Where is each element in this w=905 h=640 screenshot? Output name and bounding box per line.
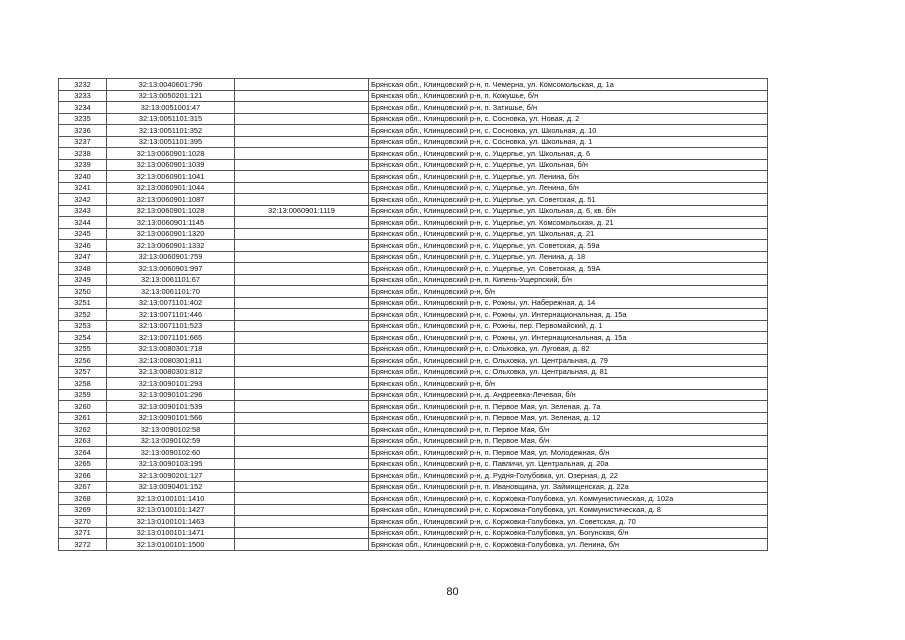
address-cell: Брянская обл., Клинцовский р-н, с. Коржовка-Голубовка, ул. Коммунистическая, д. 102а	[369, 493, 768, 505]
table-row	[59, 159, 768, 171]
address-cell: Брянская обл., Клинцовский р-н, п. Ивановщина, ул. Займищенская, д. 22а	[369, 481, 768, 493]
secondary-cadastral-number-cell	[235, 297, 369, 309]
table-row	[59, 194, 768, 206]
secondary-cadastral-number-cell: 32:13:0060901:1119	[235, 205, 369, 217]
row-number-cell: 3240	[59, 171, 107, 183]
address-cell: Брянская обл., Клинцовский р-н, п. Первое Мая, б/н	[369, 424, 768, 436]
table-row	[59, 343, 768, 355]
address-cell: Брянская обл., Клинцовский р-н, с. Рожны, пер. Первомайский, д. 1	[369, 320, 768, 332]
table-row	[59, 424, 768, 436]
table-row	[59, 297, 768, 309]
row-number-cell: 3260	[59, 401, 107, 413]
address-cell: Брянская обл., Клинцовский р-н, с. Ольховка, ул. Центральная, д. 81	[369, 366, 768, 378]
secondary-cadastral-number-cell	[235, 171, 369, 183]
cadastral-number-cell: 32:13:0060901:1028	[107, 205, 235, 217]
secondary-cadastral-number-cell	[235, 412, 369, 424]
secondary-cadastral-number-cell	[235, 527, 369, 539]
table-row	[59, 263, 768, 275]
address-cell: Брянская обл., Клинцовский р-н, с. Ущерпье, ул. Ленина, б/н	[369, 182, 768, 194]
address-cell: Брянская обл., Клинцовский р-н, с. Ущерпье, ул. Школьная, д. 6	[369, 148, 768, 160]
row-number-cell: 3269	[59, 504, 107, 516]
table-row	[59, 309, 768, 321]
address-cell: Брянская обл., Клинцовский р-н, с. Ущерпье, ул. Комсомольская, д. 21	[369, 217, 768, 229]
row-number-cell: 3235	[59, 113, 107, 125]
row-number-cell: 3238	[59, 148, 107, 160]
secondary-cadastral-number-cell	[235, 493, 369, 505]
row-number-cell: 3232	[59, 79, 107, 91]
cadastral-number-cell: 32:13:0090401:152	[107, 481, 235, 493]
cadastral-number-cell: 32:13:0051001:47	[107, 102, 235, 114]
table-row	[59, 217, 768, 229]
cadastral-number-cell: 32:13:0090101:293	[107, 378, 235, 390]
secondary-cadastral-number-cell	[235, 217, 369, 229]
table-row	[59, 102, 768, 114]
table-row	[59, 355, 768, 367]
table-row	[59, 435, 768, 447]
cadastral-number-cell: 32:13:0100101:1463	[107, 516, 235, 528]
cadastral-number-cell: 32:13:0051101:352	[107, 125, 235, 137]
secondary-cadastral-number-cell	[235, 355, 369, 367]
cadastral-number-cell: 32:13:0040601:796	[107, 79, 235, 91]
table-row	[59, 412, 768, 424]
row-number-cell: 3245	[59, 228, 107, 240]
page-number: 80	[446, 586, 459, 598]
cadastral-number-cell: 32:13:0071101:665	[107, 332, 235, 344]
secondary-cadastral-number-cell	[235, 309, 369, 321]
table-row	[59, 401, 768, 413]
address-cell: Брянская обл., Клинцовский р-н, п. Затишье, б/н	[369, 102, 768, 114]
address-cell: Брянская обл., Клинцовский р-н, с. Ольховка, ул. Центральная, д. 79	[369, 355, 768, 367]
cadastral-number-cell: 32:13:0100101:1427	[107, 504, 235, 516]
cadastral-number-cell: 32:13:0100101:1410	[107, 493, 235, 505]
row-number-cell: 3257	[59, 366, 107, 378]
cadastral-number-cell: 32:13:0060901:997	[107, 263, 235, 275]
row-number-cell: 3237	[59, 136, 107, 148]
secondary-cadastral-number-cell	[235, 159, 369, 171]
secondary-cadastral-number-cell	[235, 79, 369, 91]
address-cell: Брянская обл., Клинцовский р-н, с. Сосновка, ул. Новая, д. 2	[369, 113, 768, 125]
cadastral-number-cell: 32:13:0090101:539	[107, 401, 235, 413]
address-cell: Брянская обл., Клинцовский р-н, п. Первое Мая, ул. Зеленая, д. 7а	[369, 401, 768, 413]
address-cell: Брянская обл., Клинцовский р-н, д. Андреевка-Лечевая, б/н	[369, 389, 768, 401]
row-number-cell: 3258	[59, 378, 107, 390]
cadastral-number-cell: 32:13:0080301:718	[107, 343, 235, 355]
row-number-cell: 3270	[59, 516, 107, 528]
row-number-cell: 3262	[59, 424, 107, 436]
address-cell: Брянская обл., Клинцовский р-н, с. Ущерпье, ул. Школьная, б/н	[369, 159, 768, 171]
row-number-cell: 3252	[59, 309, 107, 321]
table-row	[59, 182, 768, 194]
address-cell: Брянская обл., Клинцовский р-н, с. Рожны, ул. Интернациональная, д. 15а	[369, 332, 768, 344]
address-cell: Брянская обл., Клинцовский р-н, п. Первое Мая, ул. Молодежная, б/н	[369, 447, 768, 459]
row-number-cell: 3259	[59, 389, 107, 401]
table-row	[59, 493, 768, 505]
secondary-cadastral-number-cell	[235, 516, 369, 528]
secondary-cadastral-number-cell	[235, 251, 369, 263]
property-register-table	[58, 78, 768, 551]
table-row	[59, 79, 768, 91]
row-number-cell: 3266	[59, 470, 107, 482]
address-cell: Брянская обл., Клинцовский р-н, с. Ущерпье, ул. Советская, д. 59а	[369, 240, 768, 252]
address-cell: Брянская обл., Клинцовский р-н, с. Рожны, ул. Интернациональная, д. 15а	[369, 309, 768, 321]
cadastral-number-cell: 32:13:0071101:446	[107, 309, 235, 321]
address-cell: Брянская обл., Клинцовский р-н, с. Ущерпье, ул. Школьная, д. 6, кв. б/н	[369, 205, 768, 217]
cadastral-number-cell: 32:13:0060901:1028	[107, 148, 235, 160]
table-row	[59, 205, 768, 217]
secondary-cadastral-number-cell	[235, 424, 369, 436]
table-row	[59, 389, 768, 401]
row-number-cell: 3267	[59, 481, 107, 493]
secondary-cadastral-number-cell	[235, 435, 369, 447]
cadastral-number-cell: 32:13:0051101:395	[107, 136, 235, 148]
secondary-cadastral-number-cell	[235, 240, 369, 252]
address-cell: Брянская обл., Клинцовский р-н, с. Ущерпье, ул. Ленина, б/н	[369, 171, 768, 183]
secondary-cadastral-number-cell	[235, 136, 369, 148]
secondary-cadastral-number-cell	[235, 286, 369, 298]
secondary-cadastral-number-cell	[235, 378, 369, 390]
row-number-cell: 3256	[59, 355, 107, 367]
cadastral-number-cell: 32:13:0071101:523	[107, 320, 235, 332]
table-row	[59, 332, 768, 344]
cadastral-number-cell: 32:13:0100101:1471	[107, 527, 235, 539]
row-number-cell: 3242	[59, 194, 107, 206]
secondary-cadastral-number-cell	[235, 113, 369, 125]
secondary-cadastral-number-cell	[235, 470, 369, 482]
address-cell: Брянская обл., Клинцовский р-н, п. Первое Мая, ул. Зеленая, д. 12	[369, 412, 768, 424]
row-number-cell: 3251	[59, 297, 107, 309]
cadastral-number-cell: 32:13:0100101:1500	[107, 539, 235, 551]
cadastral-number-cell: 32:13:0090103:195	[107, 458, 235, 470]
address-cell: Брянская обл., Клинцовский р-н, б/н	[369, 378, 768, 390]
row-number-cell: 3250	[59, 286, 107, 298]
cadastral-number-cell: 32:13:0060901:1145	[107, 217, 235, 229]
row-number-cell: 3272	[59, 539, 107, 551]
secondary-cadastral-number-cell	[235, 458, 369, 470]
address-cell: Брянская обл., Клинцовский р-н, п. Первое Мая, б/н	[369, 435, 768, 447]
row-number-cell: 3271	[59, 527, 107, 539]
table-row	[59, 228, 768, 240]
row-number-cell: 3241	[59, 182, 107, 194]
secondary-cadastral-number-cell	[235, 102, 369, 114]
table-row	[59, 539, 768, 551]
row-number-cell: 3249	[59, 274, 107, 286]
secondary-cadastral-number-cell	[235, 504, 369, 516]
row-number-cell: 3255	[59, 343, 107, 355]
address-cell: Брянская обл., Клинцовский р-н, с. Ущерпье, ул. Советская, д. 51	[369, 194, 768, 206]
table-row	[59, 470, 768, 482]
cadastral-number-cell: 32:13:0060901:1332	[107, 240, 235, 252]
cadastral-number-cell: 32:13:0060901:1044	[107, 182, 235, 194]
cadastral-number-cell: 32:13:0060901:1041	[107, 171, 235, 183]
cadastral-number-cell: 32:13:0090201:127	[107, 470, 235, 482]
table-row	[59, 481, 768, 493]
address-cell: Брянская обл., Клинцовский р-н, с. Ольховка, ул. Луговая, д. 82	[369, 343, 768, 355]
secondary-cadastral-number-cell	[235, 148, 369, 160]
cadastral-number-cell: 32:13:0060901:1039	[107, 159, 235, 171]
table-row	[59, 171, 768, 183]
cadastral-number-cell: 32:13:0080301:812	[107, 366, 235, 378]
row-number-cell: 3239	[59, 159, 107, 171]
row-number-cell: 3247	[59, 251, 107, 263]
row-number-cell: 3246	[59, 240, 107, 252]
secondary-cadastral-number-cell	[235, 389, 369, 401]
table-row	[59, 148, 768, 160]
row-number-cell: 3236	[59, 125, 107, 137]
table-row	[59, 320, 768, 332]
secondary-cadastral-number-cell	[235, 274, 369, 286]
table-row	[59, 516, 768, 528]
table-row	[59, 447, 768, 459]
table-row	[59, 366, 768, 378]
table-row	[59, 274, 768, 286]
address-cell: Брянская обл., Клинцовский р-н, с. Коржовка-Голубовка, ул. Богунская, б/н	[369, 527, 768, 539]
address-cell: Брянская обл., Клинцовский р-н, с. Сосновка, ул. Школьная, д. 10	[369, 125, 768, 137]
row-number-cell: 3268	[59, 493, 107, 505]
secondary-cadastral-number-cell	[235, 90, 369, 102]
cadastral-number-cell: 32:13:0060901:1087	[107, 194, 235, 206]
row-number-cell: 3243	[59, 205, 107, 217]
address-cell: Брянская обл., Клинцовский р-н, п. Чемерна, ул. Комсомольская, д. 1а	[369, 79, 768, 91]
cadastral-number-cell: 32:13:0090101:566	[107, 412, 235, 424]
cadastral-number-cell: 32:13:0060901:759	[107, 251, 235, 263]
address-cell: Брянская обл., Клинцовский р-н, п. Кожушье, б/н	[369, 90, 768, 102]
cadastral-number-cell: 32:13:0051101:315	[107, 113, 235, 125]
cadastral-number-cell: 32:13:0090102:60	[107, 447, 235, 459]
table-row	[59, 251, 768, 263]
table-row	[59, 240, 768, 252]
secondary-cadastral-number-cell	[235, 125, 369, 137]
table-row	[59, 136, 768, 148]
address-cell: Брянская обл., Клинцовский р-н, с. Коржовка-Голубовка, ул. Коммунистическая, д. 8	[369, 504, 768, 516]
table-row	[59, 504, 768, 516]
register-table-body	[59, 79, 768, 551]
row-number-cell: 3244	[59, 217, 107, 229]
address-cell: Брянская обл., Клинцовский р-н, д. Рудня-Голубовка, ул. Озерная, д. 22	[369, 470, 768, 482]
cadastral-number-cell: 32:13:0090101:296	[107, 389, 235, 401]
secondary-cadastral-number-cell	[235, 263, 369, 275]
secondary-cadastral-number-cell	[235, 320, 369, 332]
row-number-cell: 3234	[59, 102, 107, 114]
address-cell: Брянская обл., Клинцовский р-н, с. Рожны, ул. Набережная, д. 14	[369, 297, 768, 309]
secondary-cadastral-number-cell	[235, 343, 369, 355]
address-cell: Брянская обл., Клинцовский р-н, с. Сосновка, ул. Школьная, д. 1	[369, 136, 768, 148]
secondary-cadastral-number-cell	[235, 366, 369, 378]
secondary-cadastral-number-cell	[235, 401, 369, 413]
row-number-cell: 3265	[59, 458, 107, 470]
secondary-cadastral-number-cell	[235, 182, 369, 194]
address-cell: Брянская обл., Клинцовский р-н, с. Коржовка-Голубовка, ул. Ленина, б/н	[369, 539, 768, 551]
address-cell: Брянская обл., Клинцовский р-н, с. Ущерпье, ул. Ленина, д. 18	[369, 251, 768, 263]
row-number-cell: 3248	[59, 263, 107, 275]
secondary-cadastral-number-cell	[235, 539, 369, 551]
secondary-cadastral-number-cell	[235, 194, 369, 206]
table-row	[59, 113, 768, 125]
row-number-cell: 3264	[59, 447, 107, 459]
table-row	[59, 458, 768, 470]
secondary-cadastral-number-cell	[235, 228, 369, 240]
table-row	[59, 527, 768, 539]
cadastral-number-cell: 32:13:0050201:121	[107, 90, 235, 102]
cadastral-number-cell: 32:13:0071101:402	[107, 297, 235, 309]
table-row	[59, 378, 768, 390]
row-number-cell: 3263	[59, 435, 107, 447]
cadastral-number-cell: 32:13:0060901:1320	[107, 228, 235, 240]
address-cell: Брянская обл., Клинцовский р-н, с. Ущерпье, ул. Школьная, д. 21	[369, 228, 768, 240]
cadastral-number-cell: 32:13:0061101:70	[107, 286, 235, 298]
cadastral-number-cell: 32:13:0061101:67	[107, 274, 235, 286]
secondary-cadastral-number-cell	[235, 481, 369, 493]
table-row	[59, 286, 768, 298]
cadastral-number-cell: 32:13:0090102:59	[107, 435, 235, 447]
address-cell: Брянская обл., Клинцовский р-н, с. Павличи, ул. Центральная, д. 20а	[369, 458, 768, 470]
address-cell: Брянская обл., Клинцовский р-н, с. Коржовка-Голубовка, ул. Советская, д. 70	[369, 516, 768, 528]
table-row	[59, 125, 768, 137]
row-number-cell: 3261	[59, 412, 107, 424]
address-cell: Брянская обл., Клинцовский р-н, п. Кипень-Ущерпский, б/н	[369, 274, 768, 286]
row-number-cell: 3253	[59, 320, 107, 332]
secondary-cadastral-number-cell	[235, 332, 369, 344]
cadastral-number-cell: 32:13:0090102:58	[107, 424, 235, 436]
row-number-cell: 3254	[59, 332, 107, 344]
cadastral-number-cell: 32:13:0080301:811	[107, 355, 235, 367]
address-cell: Брянская обл., Клинцовский р-н, с. Ущерпье, ул. Советская, д. 59А	[369, 263, 768, 275]
address-cell: Брянская обл., Клинцовский р-н, б/н	[369, 286, 768, 298]
row-number-cell: 3233	[59, 90, 107, 102]
secondary-cadastral-number-cell	[235, 447, 369, 459]
table-row	[59, 90, 768, 102]
